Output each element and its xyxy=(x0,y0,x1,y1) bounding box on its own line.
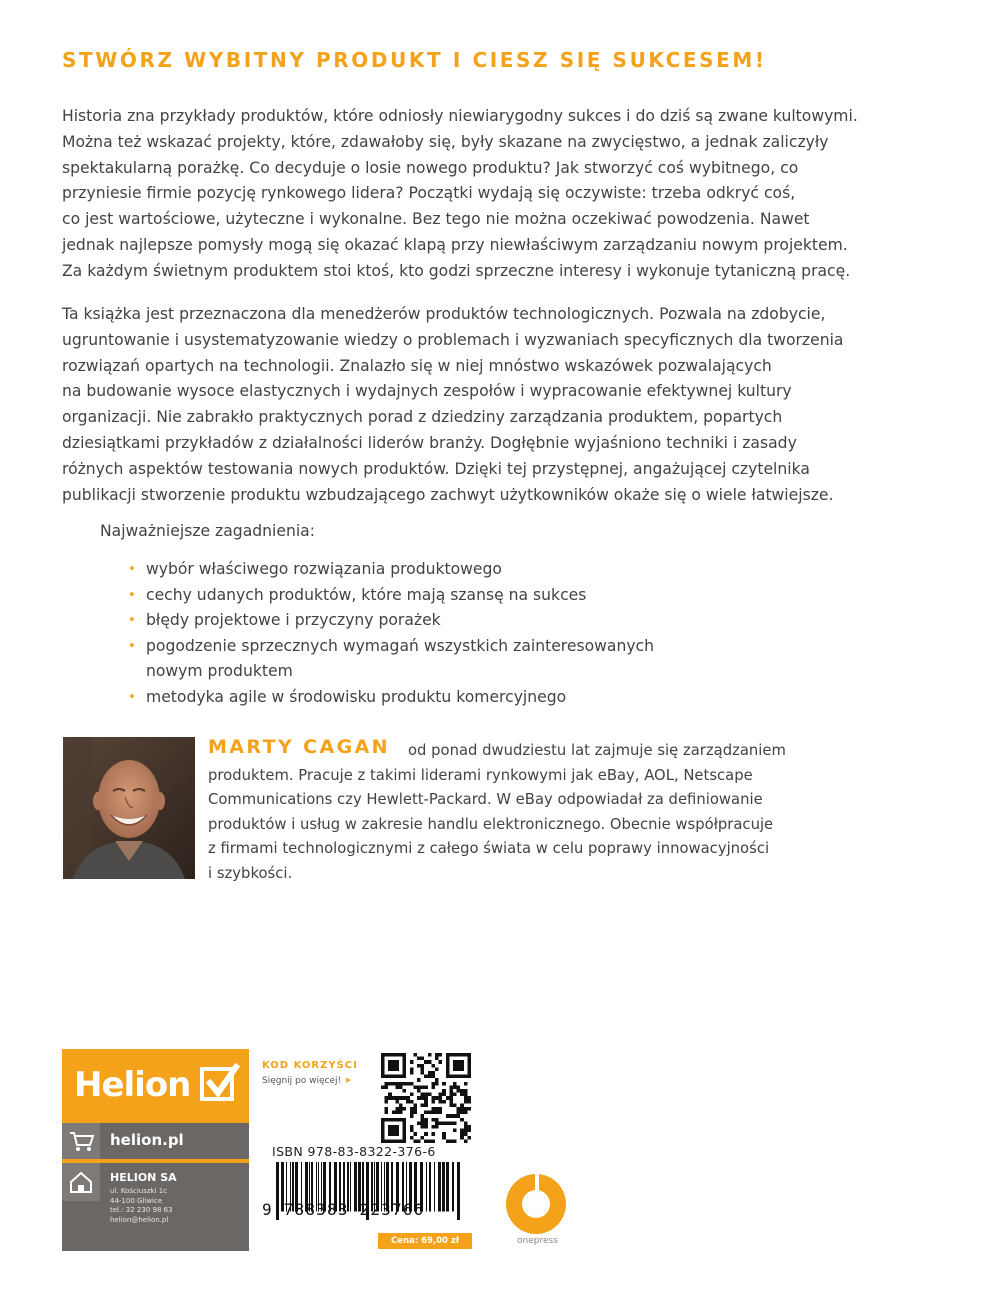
list-item-text-continued: nowym produktem xyxy=(146,662,293,680)
cart-icon xyxy=(62,1123,100,1159)
author-bio xyxy=(208,739,868,887)
publisher-logo-mark-icon xyxy=(200,1063,240,1103)
text-line: Communications czy Hewlett-Packard. W eBay odpowiadał za definiowanie xyxy=(208,791,763,809)
text-line: dziesiątkami przykładów z działalności liderów branży. Dogłębnie wyjaśniono techniki i zasady xyxy=(62,433,797,452)
publisher-company-name: HELION SA xyxy=(110,1171,177,1184)
topics-list xyxy=(124,557,654,710)
list-item-text: błędy projektowe i przyczyny porażek xyxy=(146,611,441,629)
list-item-text: cechy udanych produktów, które mają szansę na sukces xyxy=(146,585,587,604)
benefit-code-subtitle xyxy=(262,1076,352,1086)
text-line: przyniesie firmie pozycję rynkowego lidera? Początki wydają się oczywiste: trzeba odkryć coś, xyxy=(62,184,796,203)
publisher-address-row xyxy=(62,1163,249,1251)
isbn-number: ISBN 978-83-8322-376-6 xyxy=(272,1144,436,1159)
qr-code[interactable] xyxy=(381,1053,471,1143)
list-item-text: metodyka agile w środowisku produktu komercyjnego xyxy=(146,687,567,706)
list-item xyxy=(124,608,654,634)
publisher-website-row xyxy=(62,1123,249,1159)
imprint-name: onepress xyxy=(517,1236,558,1246)
text-line: na budowanie wysoce elastycznych i wydajnych zespołów i wypracowanie efektywnej kultury xyxy=(62,382,792,401)
text-line: co jest wartościowe, użyteczne i wykonalne. Bez tego nie można oczekiwać powodzenia. Nawet xyxy=(62,210,810,229)
text-line: jednak najlepsze pomysły mogą się okazać klapą przy niewłaściwym zarządzaniu nowym projektem. xyxy=(62,235,848,254)
benefit-code-subtitle-text: Sięgnij po więcej! xyxy=(262,1076,342,1086)
author-portrait-image xyxy=(63,737,195,879)
address-line: helion@helion.pl xyxy=(110,1215,169,1224)
bullet-icon: • xyxy=(128,587,136,603)
bullet-icon: • xyxy=(128,613,136,628)
address-line: ul. Kościuszki 1c xyxy=(110,1187,168,1195)
home-icon xyxy=(62,1163,100,1201)
address-line: 44-100 Gliwice xyxy=(110,1196,163,1205)
benefit-code-label: KOD KORZYŚCI xyxy=(262,1060,358,1071)
text-line: produktów i usług w zakresie handlu elektronicznego. Obecnie współpracuje xyxy=(208,815,774,833)
address-line: tel.: 32 230 98 63 xyxy=(110,1206,173,1215)
list-item-text: pogodzenie sprzecznych wymagań wszystkich zainteresowanych xyxy=(146,636,655,655)
list-item xyxy=(124,557,654,583)
publisher-website: helion.pl xyxy=(110,1131,184,1149)
text-line: produktem. Pracuje z takimi liderami rynkowymi jak eBay, AOL, Netscape xyxy=(208,766,753,784)
text-line: Historia zna przykłady produktów, które odniosły niewiarygodny sukces i do dziś są zwane kultowymi. xyxy=(62,107,858,125)
list-item xyxy=(124,634,654,685)
barcode-digits: 9 788383 223766 xyxy=(262,1200,425,1219)
arrow-right-icon: ➤ xyxy=(343,1076,352,1086)
text-line: i szybkości. xyxy=(208,864,293,882)
price-tag: Cena: 69,00 zł xyxy=(378,1233,472,1249)
list-item xyxy=(124,685,654,711)
publisher-address xyxy=(110,1187,173,1225)
text-line: z firmami technologicznymi z całego świata w celu poprawy innowacyjności xyxy=(208,840,770,858)
publisher-logo xyxy=(62,1049,249,1119)
bullet-icon: • xyxy=(128,638,136,654)
topics-heading: Najważniejsze zagadnienia: xyxy=(100,522,315,540)
text-line: Ta książka jest przeznaczona dla menedżerów produktów technologicznych. Pozwala na zdobycie, xyxy=(62,305,826,323)
text-line: Można też wskazać projekty, które, zdawałoby się, były skazane na zwycięstwo, a jednak zaliczyły xyxy=(62,132,829,151)
text-line: spektakularną porażkę. Co decyduje o losie nowego produktu? Jak stworzyć coś wybitnego, co xyxy=(62,158,799,177)
list-item xyxy=(124,583,654,609)
bullet-icon: • xyxy=(128,689,136,705)
text-line: rozwiązań opartych na technologii. Znalazło się w niej mnóstwo wskazówek pozwalających xyxy=(62,356,772,375)
text-line: organizacji. Nie zabrakło praktycznych porad z dziedziny zarządzania produktem, popartych xyxy=(62,408,783,427)
bullet-icon: • xyxy=(128,562,136,577)
text-line: od ponad dwudziestu lat zajmuje się zarządzaniem xyxy=(408,742,786,759)
list-item-text: wybór właściwego rozwiązania produktowego xyxy=(146,560,502,578)
description-paragraph-1 xyxy=(62,104,962,285)
text-line: różnych aspektów testowania nowych produktów. Dzięki tej przystępnej, angażującej czytelnika xyxy=(62,459,810,478)
text-line: Za każdym świetnym produktem stoi ktoś, kto godzi sprzeczne interesy i wykonuje tytaniczną pracę. xyxy=(62,261,851,280)
publisher-logo-text: Helion xyxy=(74,1065,191,1105)
text-line: ugruntowanie i usystematyzowanie wiedzy o problemach i wyzwaniach specyficznych dla tworzenia xyxy=(62,330,844,349)
text-line: publikacji stworzenie produktu wzbudzającego zachwyt użytkowników okaże się o wiele łatwiejsze. xyxy=(62,485,834,504)
back-cover-headline: STWÓRZ WYBITNY PRODUKT I CIESZ SIĘ SUKCESEM! xyxy=(62,48,767,72)
publisher-panel xyxy=(62,1049,249,1251)
author-name: MARTY CAGAN xyxy=(208,736,390,758)
author-photo xyxy=(63,737,195,879)
description-paragraph-2 xyxy=(62,302,962,508)
